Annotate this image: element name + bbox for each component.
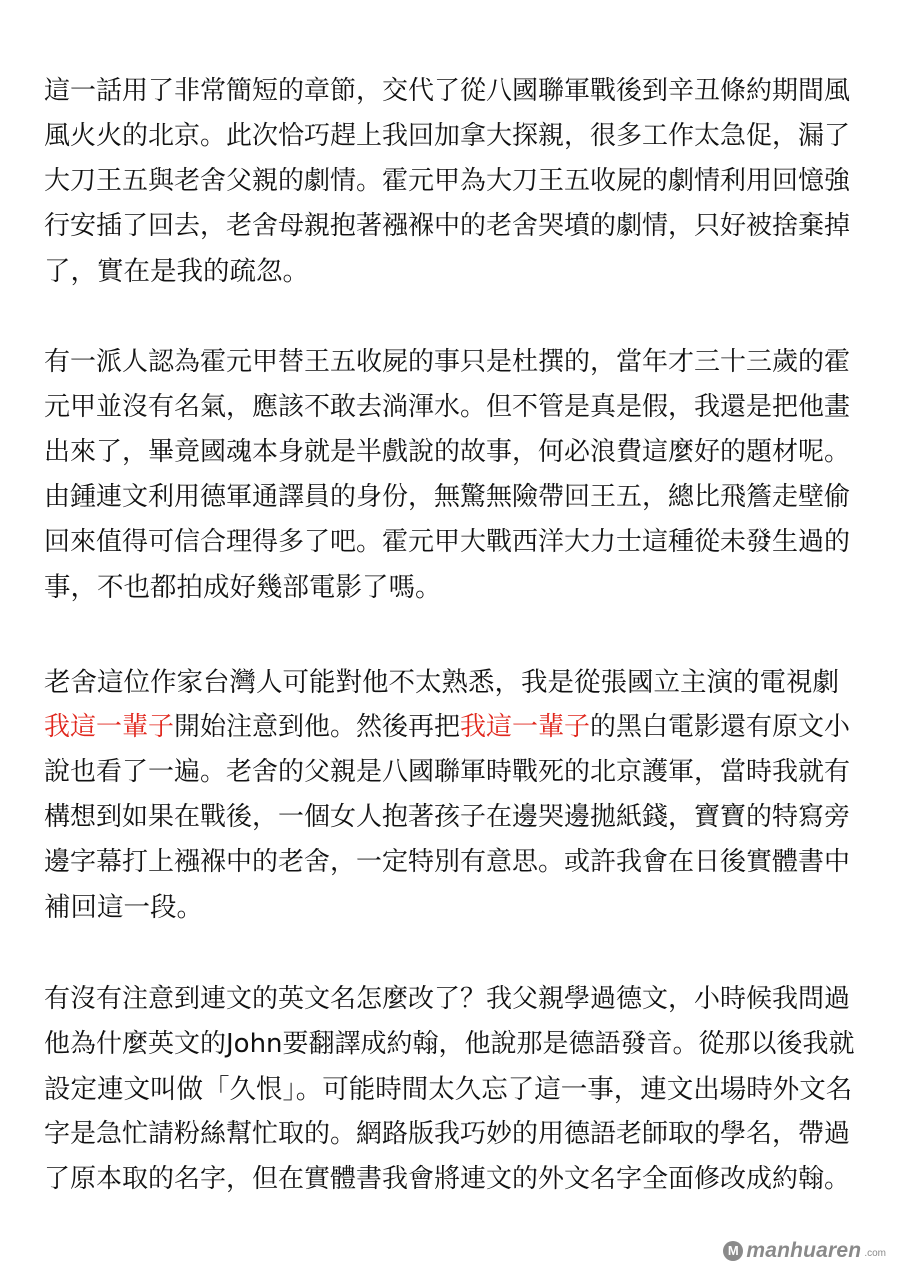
highlighted-title: 我這一輩子 (44, 712, 175, 742)
text-line: 了，實在是我的疏忽。 (44, 256, 309, 287)
text-line: 由鍾連文利用德軍通譯員的身份，無驚無險帶回王五，總比飛簷走壁偷 (44, 482, 851, 512)
text-line: 他為什麼英文的John要翻譯成約翰，他說那是德語發音。從那以後我就 (44, 1029, 855, 1059)
text-line: 出來了，畢竟國魂本身就是半戲說的故事，何必浪費這麼好的題材呢。 (44, 437, 851, 467)
paragraph-1 (44, 69, 856, 294)
text-line-with-highlights (44, 705, 856, 750)
paragraph-4 (44, 977, 856, 1202)
paragraph-3 (44, 660, 856, 930)
text-line: 元甲並沒有名氣，應該不敢去淌渾水。但不管是真是假，我還是把他畫 (44, 392, 851, 422)
text-segment: 的黑白電影還有原文小 (590, 712, 851, 742)
text-line: 說也看了一遍。老舍的父親是八國聯軍時戰死的北京護軍，當時我就有 (44, 757, 851, 787)
text-line: 構想到如果在戰後，一個女人抱著孩子在邊哭邊拋紙錢，寶寶的特寫旁 (44, 802, 851, 832)
text-line: 老舍這位作家台灣人可能對他不太熟悉，我是從張國立主演的電視劇 (44, 667, 839, 698)
text-line: 有一派人認為霍元甲替王五收屍的事只是杜撰的，當年才三十三歲的霍 (44, 347, 851, 377)
watermark-logo (723, 1239, 886, 1263)
text-line: 行安插了回去，老舍母親抱著襁褓中的老舍哭墳的劇情，只好被捨棄掉 (44, 211, 851, 241)
highlighted-title: 我這一輩子 (460, 712, 591, 742)
text-line: 回來值得可信合理得多了吧。霍元甲大戰西洋大力士這種從未發生過的 (44, 527, 851, 557)
text-line: 了原本取的名字，但在實體書我會將連文的外文名字全面修改成約翰。 (44, 1164, 851, 1194)
paragraph-2 (44, 340, 856, 610)
text-line: 補回這一段。 (44, 892, 203, 923)
watermark-text: manhuaren (746, 1239, 862, 1262)
text-line: 字是急忙請粉絲幫忙取的。網路版我巧妙的用德語老師取的學名，帶過 (44, 1119, 851, 1149)
text-line: 邊字幕打上襁褓中的老舍，一定特別有意思。或許我會在日後實體書中 (44, 847, 851, 877)
watermark-domain-suffix: .com (864, 1248, 886, 1259)
text-line: 這一話用了非常簡短的章節，交代了從八國聯軍戰後到辛丑條約期間風 (44, 76, 851, 106)
text-line: 設定連文叫做「久恨」。可能時間太久忘了這一事，連文出場時外文名 (44, 1074, 853, 1105)
text-segment: 開始注意到他。然後再把 (174, 712, 461, 742)
text-line: 事，不也都拍成好幾部電影了嗎。 (44, 572, 442, 603)
manhuaren-logo-icon: M (723, 1241, 743, 1261)
text-line: 大刀王五與老舍父親的劇情。霍元甲為大刀王五收屍的劇情利用回憶強 (44, 166, 851, 196)
text-line: 有沒有注意到連文的英文名怎麼改了？我父親學過德文，小時候我問過 (44, 984, 851, 1014)
text-line: 風火火的北京。此次恰巧趕上我回加拿大探親，很多工作太急促，漏了 (44, 121, 851, 151)
